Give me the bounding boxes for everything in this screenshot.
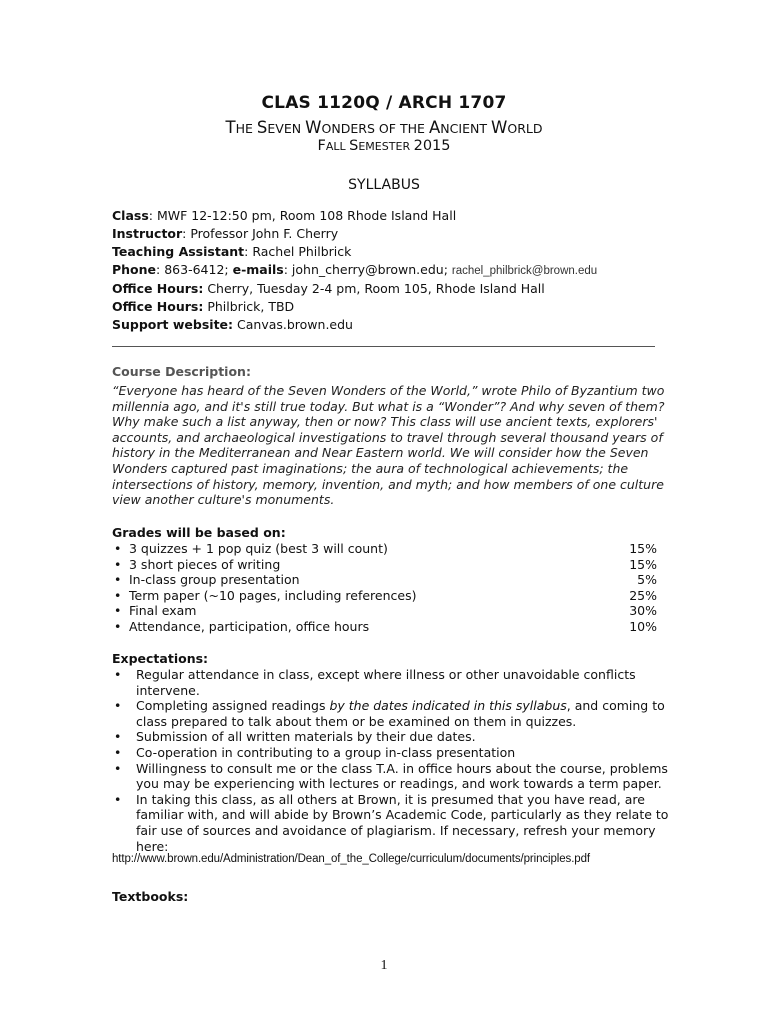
bullet: • (114, 729, 122, 745)
email-secondary: rachel_philbrick@brown.edu (451, 265, 598, 277)
bullet: • (114, 744, 122, 760)
office-hours-label: Office Hours: (112, 299, 204, 314)
expectation-item (112, 792, 677, 854)
expectation-text: Co-operation in contributing to a group in-class presentation (136, 744, 516, 760)
ta-value: : Rachel Philbrick (244, 244, 352, 259)
class-row (112, 207, 597, 225)
expectation-text: Completing assigned readings (136, 698, 330, 714)
textbooks-heading: Textbooks: (112, 889, 189, 904)
expectation-text: In taking this class, as all others at Brown, it is presumed that you have read, are familiar with, and will abide by Brown’s Academic Code, particularly as they relate to fair use of sources and avoidance of plagiarism. If necessary, refresh your memory here: (136, 791, 669, 854)
grade-percent: 15% (629, 556, 657, 572)
expectation-item (112, 761, 677, 792)
expectation-text: Willingness to consult me or the class T.A. in office hours about the course, problems you may be experiencing with lectures or readings, and work towards a term paper. (136, 760, 668, 792)
bullet: • (114, 556, 122, 572)
grade-percent: 10% (629, 618, 657, 634)
expectation-item (112, 745, 677, 761)
office-hours-value: Philbrick, TBD (203, 299, 295, 314)
semester-year: 2015 (413, 138, 451, 154)
title-initial: S (256, 118, 268, 137)
title-rest: EVEN (267, 121, 306, 136)
course-title (0, 118, 768, 137)
bullet: • (114, 667, 122, 682)
grade-percent: 15% (629, 541, 657, 556)
bullet: • (114, 760, 122, 776)
emails-label: e-mails (232, 262, 284, 277)
ta-row (112, 243, 597, 261)
grade-item (112, 619, 657, 635)
email-primary: : john_cherry@brown.edu; (283, 262, 452, 277)
grades-heading: Grades will be based on: (112, 525, 286, 540)
course-code-heading: CLAS 1120Q / ARCH 1707 (261, 93, 507, 113)
grade-item (112, 572, 657, 588)
phone-label: Phone (112, 262, 157, 277)
grade-component: Term paper (~10 pages, including references) (129, 587, 417, 603)
expectation-item (112, 667, 677, 698)
bullet: • (114, 572, 122, 588)
expectations-heading: Expectations: (112, 651, 209, 666)
office-hours-row (112, 298, 597, 316)
instructor-label: Instructor (112, 226, 183, 241)
grade-percent: 25% (629, 587, 657, 603)
ta-label: Teaching Assistant (112, 244, 245, 259)
title-initial: W (491, 118, 508, 137)
bullet: • (114, 603, 122, 619)
grade-component: 3 short pieces of writing (129, 556, 281, 572)
grade-item (112, 541, 657, 557)
semester-rest: ALL (325, 140, 350, 153)
bullet: • (114, 618, 122, 634)
expectation-text: Submission of all written materials by their due dates. (136, 729, 476, 745)
office-hours-row (112, 280, 597, 298)
phone-row (112, 261, 597, 280)
syllabus-heading: SYLLABUS (348, 177, 420, 193)
class-label: Class (112, 208, 149, 223)
grade-percent: 5% (637, 572, 657, 588)
semester-line (0, 138, 768, 154)
expectations-list (112, 667, 677, 854)
phone-value: : 863-6412; (156, 262, 233, 277)
description-heading: Course Description: (112, 364, 251, 379)
expectation-text: Regular attendance in class, except where illness or other unavoidable conflicts intervene. (136, 667, 636, 698)
grade-component: Final exam (129, 603, 197, 619)
title-rest: ONDERS OF THE (321, 121, 429, 136)
title-rest: ORLD (507, 121, 543, 136)
academic-code-link[interactable]: http://www.brown.edu/Administration/Dean_of_the_College/curriculum/documents/principles.pdf (112, 853, 590, 865)
website-label: Support website: (112, 317, 234, 332)
instructor-value: : Professor John F. Cherry (182, 226, 339, 241)
website-row (112, 316, 597, 334)
title-initial: T (225, 118, 236, 137)
semester-initial: S (349, 138, 359, 154)
office-hours-value: Cherry, Tuesday 2-4 pm, Room 105, Rhode Island Hall (203, 281, 545, 296)
page-number: 1 (380, 958, 388, 973)
title-rest: NCIENT (440, 121, 491, 136)
bullet: • (114, 541, 122, 556)
title-initial: A (428, 118, 441, 137)
office-hours-label: Office Hours: (112, 281, 204, 296)
semester-initial: F (317, 138, 326, 154)
bullet: • (114, 698, 122, 714)
instructor-row (112, 225, 597, 243)
expectation-emphasis: by the dates indicated in this syllabus (329, 698, 567, 714)
grade-component: In-class group presentation (129, 572, 300, 588)
grade-component: 3 quizzes + 1 pop quiz (best 3 will count) (129, 541, 388, 556)
grade-item (112, 588, 657, 604)
grade-percent: 30% (629, 603, 657, 619)
description-text: “Everyone has heard of the Seven Wonders of the World,” wrote Philo of Byzantium two millennia ago, and it's still true today. But what is a “Wonder”? And why seven of them? Why make such a list anyway, then or now? This class will use ancient texts, explorers' accounts, and archaeological investigations to travel through several thousand years of history in the Mediterranean and Near Eastern world. We will consider how the Seven Wonders captured past imaginations; the aura of technological achievements; the intersections of history, memory, invention, and myth; and how members of one culture view another culture's monuments. (112, 383, 665, 508)
bullet: • (114, 791, 122, 807)
grades-list (112, 541, 657, 635)
expectation-item (112, 698, 677, 729)
title-initial: W (305, 118, 322, 137)
website-value: Canvas.brown.edu (233, 317, 353, 332)
semester-rest: EMESTER (358, 140, 414, 153)
section-divider (112, 346, 655, 347)
expectation-text: , and coming to class prepared to talk about them or be examined on them in quizzes. (136, 698, 665, 729)
grade-component: Attendance, participation, office hours (129, 618, 370, 634)
course-info (112, 207, 597, 334)
class-value: : MWF 12-12:50 pm, Room 108 Rhode Island Hall (148, 208, 457, 223)
bullet: • (114, 587, 122, 603)
title-rest: HE (235, 121, 257, 136)
grade-item (112, 557, 657, 573)
grade-item (112, 603, 657, 619)
expectation-item (112, 729, 677, 745)
